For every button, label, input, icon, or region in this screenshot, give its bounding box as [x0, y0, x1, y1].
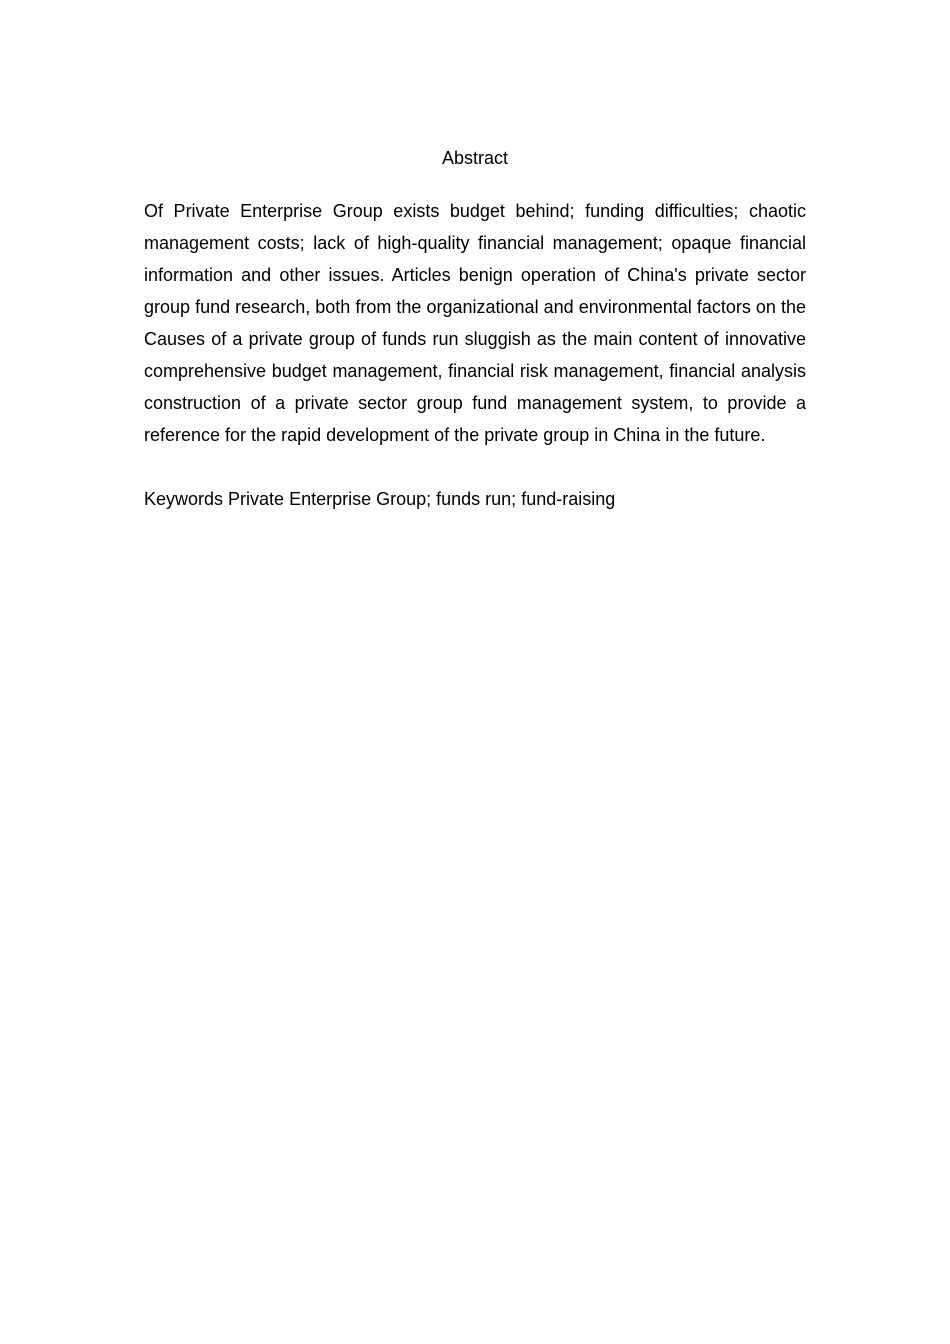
keywords-list: Private Enterprise Group; funds run; fund-raising	[228, 489, 616, 509]
keywords-line	[144, 483, 806, 515]
abstract-title: Abstract	[441, 148, 509, 168]
keywords-label: Keywords	[144, 489, 224, 509]
abstract-body: Of Private Enterprise Group exists budget behind; funding difficulties; chaotic management costs; lack of high-quality financial management; opaque financial information and other issues. Articles benign operation of China's private sector group fund research, both from the organizational and environmental factors on the Causes of a private group of funds run sluggish as the main content of innovative comprehensive budget management, financial risk management, financial analysis construction of a private sector group fund management system, to provide a reference for the rapid development of the private group in China in the future.	[144, 201, 806, 445]
